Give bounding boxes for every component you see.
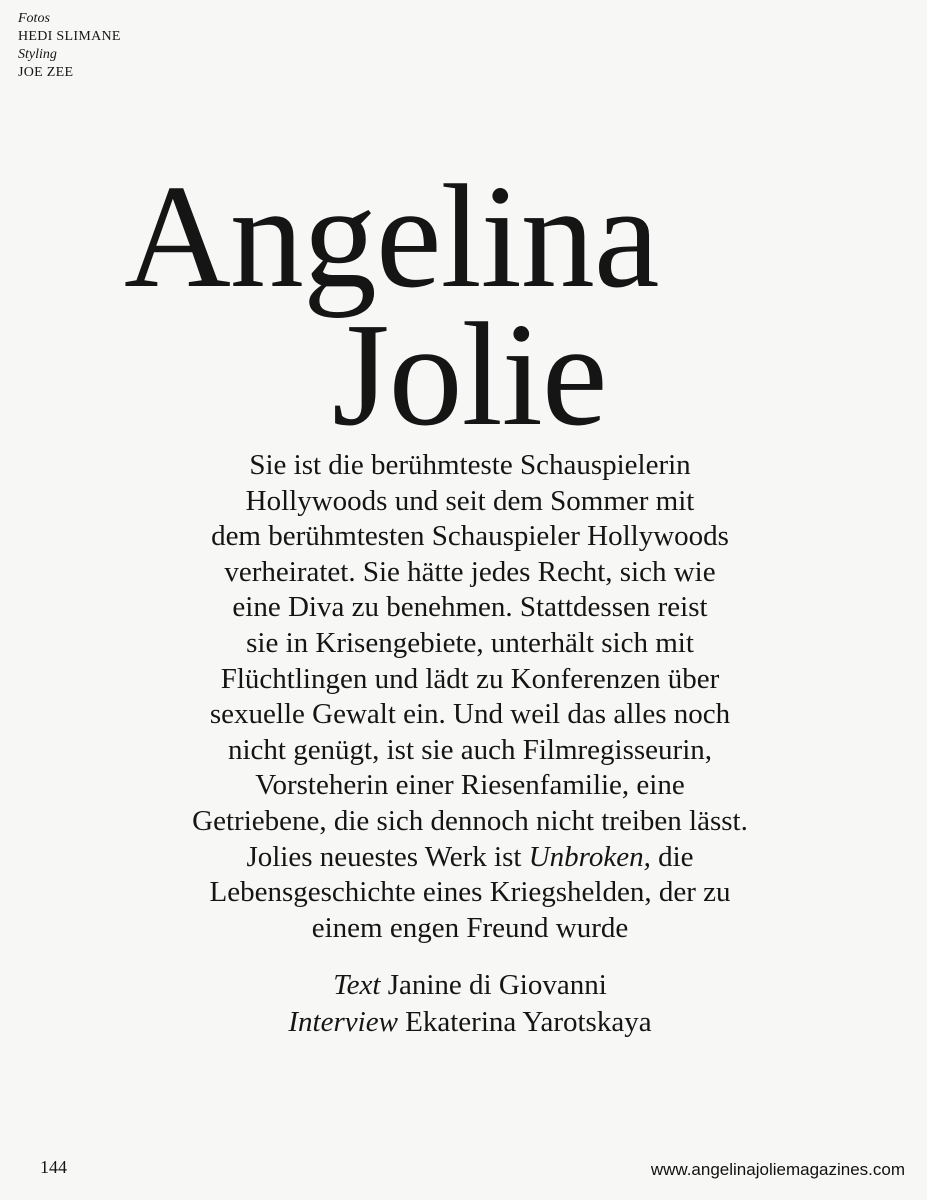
photo-credits: [18, 10, 121, 82]
byline-author: Ekaterina Yarotskaya: [397, 1006, 652, 1038]
lede-text: die: [650, 840, 694, 873]
title-line-first-name: Angelina: [124, 155, 659, 319]
lede-line: Hollywoods und seit dem Sommer mit: [245, 484, 695, 517]
byline-interview: [80, 1004, 860, 1041]
credit-name-photographer: HEDI SLIMANE: [18, 29, 121, 44]
lede-line: dem berühmtesten Schauspieler Hollywoods: [211, 520, 729, 553]
lede-line: Getriebene, die sich dennoch nicht treiben lässt.: [192, 804, 748, 837]
article-title: [0, 155, 927, 457]
bylines: [80, 967, 860, 1041]
lede-line: nicht genügt, ist sie auch Filmregisseurin,: [227, 733, 713, 766]
lede-line: Sie ist die berühmteste Schauspielerin: [249, 449, 691, 481]
watermark-url: www.angelinajoliemagazines.com: [650, 1160, 905, 1179]
lede-line: sie in Krisengebiete, unterhält sich mit: [246, 626, 694, 659]
lede-line: Vorsteherin einer Riesenfamilie, eine: [255, 769, 685, 802]
credit-role-photos: Fotos: [18, 11, 50, 26]
lede-line: eine Diva zu benehmen. Stattdessen reist: [232, 591, 708, 624]
lede-text: Jolies neuestes Werk ist: [246, 840, 529, 873]
lede-line: Flüchtlingen und lädt zu Konferenzen über: [220, 662, 720, 695]
title-line-last-name: Jolie: [332, 293, 607, 457]
lede-line-film-mention: [80, 840, 860, 876]
byline-author: Janine di Giovanni: [380, 969, 607, 1001]
film-title: Unbroken,: [528, 840, 651, 873]
byline-role: Interview: [288, 1006, 398, 1038]
lede-line: Lebensgeschichte eines Kriegshelden, der zu: [209, 876, 731, 909]
lede-line: verheiratet. Sie hätte jedes Recht, sich wie: [224, 555, 716, 588]
credit-role-styling: Styling: [18, 47, 57, 62]
byline-role: Text: [333, 969, 381, 1001]
credit-name-stylist: JOE ZEE: [18, 65, 74, 80]
byline-text: [80, 967, 860, 1004]
lede-line: einem engen Freund wurde: [311, 911, 629, 944]
page-number: 144: [40, 1157, 67, 1177]
article-lede: [80, 448, 860, 946]
lede-line: sexuelle Gewalt ein. Und weil das alles noch: [209, 698, 731, 731]
